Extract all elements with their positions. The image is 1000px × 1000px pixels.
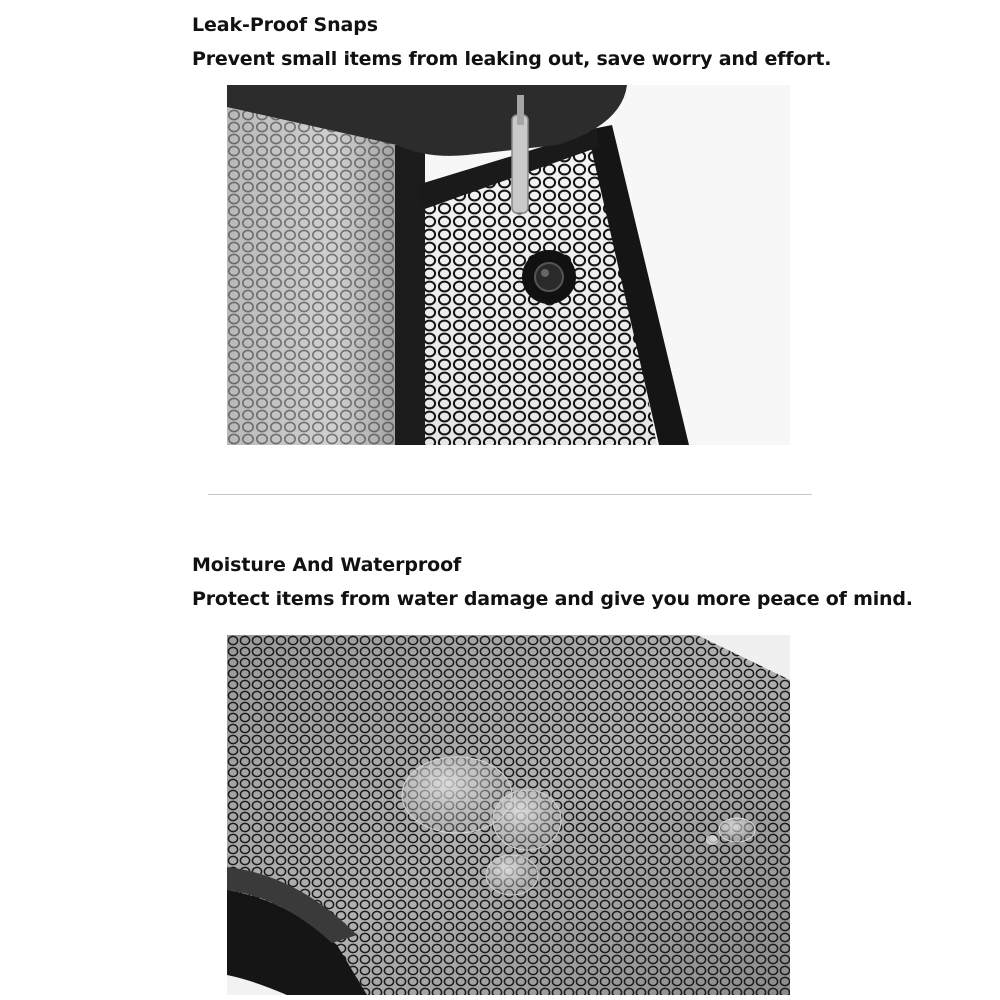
leak-proof-snap-photo — [227, 85, 790, 445]
section-1-title: Leak-Proof Snaps — [192, 14, 378, 36]
mesh-bag-snap-illustration — [227, 85, 790, 445]
mesh-water-droplets-illustration — [227, 635, 790, 995]
section-2-title: Moisture And Waterproof — [192, 554, 462, 576]
section-1-description: Prevent small items from leaking out, save worry and effort. — [192, 48, 832, 70]
section-2-description: Protect items from water damage and give you more peace of mind. — [192, 588, 913, 610]
section-divider — [208, 494, 812, 495]
waterproof-mesh-photo — [227, 635, 790, 995]
